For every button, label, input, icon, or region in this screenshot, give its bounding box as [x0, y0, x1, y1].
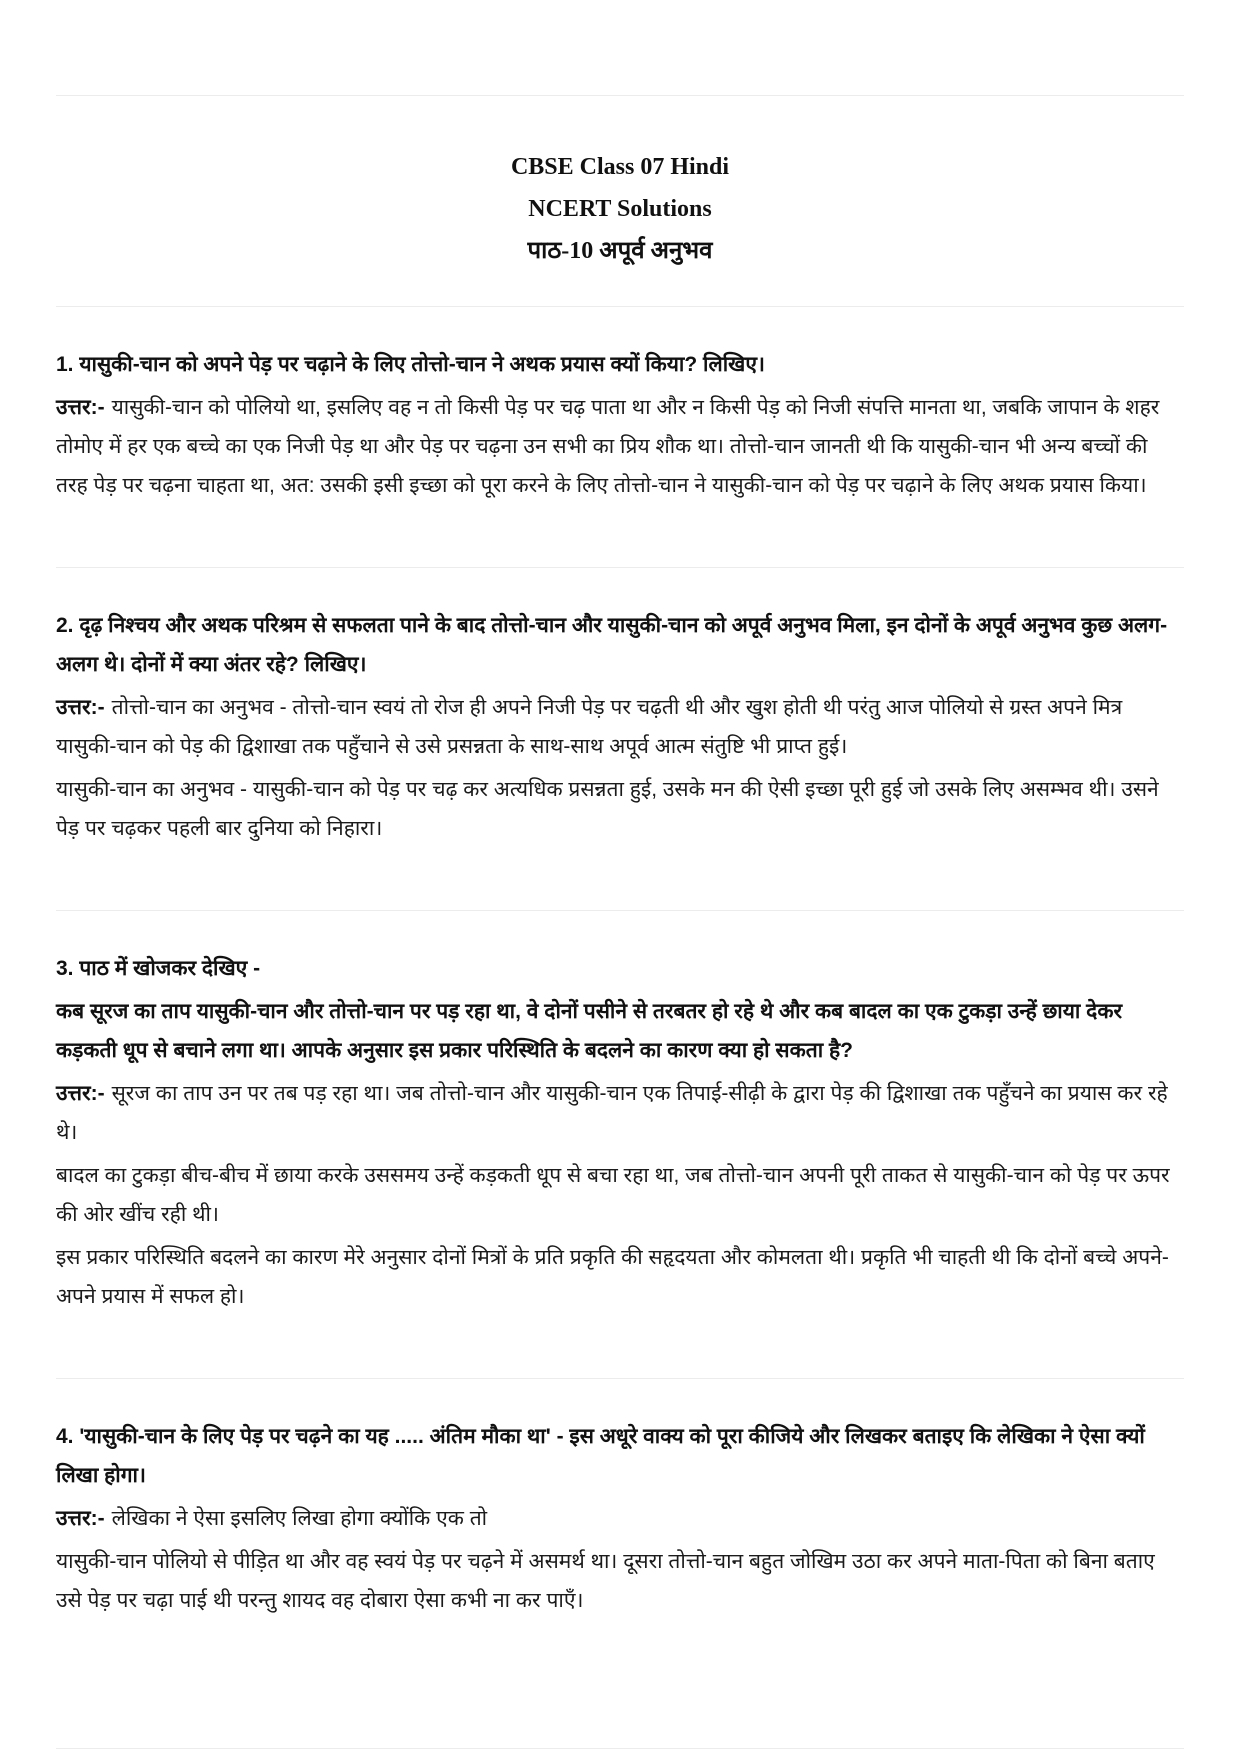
answer-4-para-1 — [56, 1499, 1184, 1538]
header-solutions-line: NCERT Solutions — [528, 196, 712, 222]
qa-section-1 — [56, 307, 1184, 567]
header-chapter-line: पाठ-10 अपूर्व अनुभव — [527, 238, 713, 264]
answer-2-label: उत्तर:- — [56, 696, 105, 719]
question-1-text: 1. यासुकी-चान को अपने पेड़ पर चढ़ाने के लिए तोत्तो-चान ने अथक प्रयास क्यों किया? लिखिए। — [56, 353, 765, 376]
qa-section-2 — [56, 568, 1184, 910]
qa-section-4 — [56, 1379, 1184, 1682]
answer-2-text-1: तोत्तो-चान का अनुभव - तोत्तो-चान स्वयं तो रोज ही अपने निजी पेड़ पर चढ़ती थी और खुश होती थी परंतु आज पोलियो से ग्रस्त अपने मित्र यासुकी-चान को पेड़ की द्विशाखा तक पहुँचाने से उसे प्रसन्नता के साथ-साथ अपूर्व आत्म संतुष्टि भी प्राप्त हुई। — [56, 696, 1123, 758]
answer-3-para-2: बादल का टुकड़ा बीच-बीच में छाया करके उससमय उन्हें कड़कती धूप से बचा रहा था, जब तोत्तो-चान अपनी पूरी ताकत से यासुकी-चान को पेड़ पर ऊपर की ओर खींच रही थी। — [56, 1164, 1170, 1226]
answer-4-label: उत्तर:- — [56, 1507, 105, 1530]
answer-1-para-1 — [56, 388, 1184, 505]
answer-4-para-2: यासुकी-चान पोलियो से पीड़ित था और वह स्वयं पेड़ पर चढ़ने में असमर्थ था। दूसरा तोत्तो-चान बहुत जोखिम उठा कर अपने माता-पिता को बिना बताए उसे पेड़ पर चढ़ा पाई थी परन्तु शायद वह दोबारा ऐसा कभी ना कर पाएँ। — [56, 1550, 1155, 1612]
answer-2-para-1 — [56, 688, 1184, 766]
header-course-line: CBSE Class 07 Hindi — [510, 154, 730, 180]
answer-3-para-3: इस प्रकार परिस्थिति बदलने का कारण मेरे अनुसार दोनों मित्रों के प्रति प्रकृति की सहृदयता और कोमलता थी। प्रकृति भी चाहती थी कि दोनों बच्चे अपने-अपने प्रयास में सफल हो। — [56, 1246, 1169, 1308]
answer-3-label: उत्तर:- — [56, 1082, 105, 1105]
document-header — [56, 96, 1184, 306]
answer-4-text-1: लेखिका ने ऐसा इसलिए लिखा होगा क्योंकि एक तो — [111, 1507, 488, 1530]
question-4-text: 4. 'यासुकी-चान के लिए पेड़ पर चढ़ने का यह ..... अंतिम मौका था' - इस अधूरे वाक्य को पूरा कीजिये और लिखकर बताइए कि लेखिका ने ऐसा क्यों लिखा होगा। — [56, 1425, 1145, 1487]
answer-3-text-1: सूरज का ताप उन पर तब पड़ रहा था। जब तोत्तो-चान और यासुकी-चान एक तिपाई-सीढ़ी के द्वारा पेड़ की द्विशाखा तक पहुँचने का प्रयास कर रहे थे। — [56, 1082, 1168, 1144]
answer-1-text: यासुकी-चान को पोलियो था, इसलिए वह न तो किसी पेड़ पर चढ़ पाता था और न किसी पेड़ को निजी संपत्ति मानता था, जबकि जापान के शहर तोमोए में हर एक बच्चे का एक निजी पेड़ था और पेड़ पर चढ़ना उन सभी का प्रिय शौक था। तोत्तो-चान जानती थी कि यासुकी-चान भी अन्य बच्चों की तरह पेड़ पर चढ़ना चाहता था, अत: उसकी इसी इच्छा को पूरा करने के लिए तोत्तो-चान ने यासुकी-चान को पेड़ पर चढ़ाने के लिए अथक प्रयास किया। — [56, 396, 1160, 497]
question-3-text: कब सूरज का ताप यासुकी-चान और तोत्तो-चान पर पड़ रहा था, वे दोनों पसीने से तरबतर हो रहे थे और कब बादल का एक टुकड़ा उन्हें छाया देकर कड़कती धूप से बचाने लगा था। आपके अनुसार इस प्रकार परिस्थिति के बदलने का कारण क्या हो सकता है? — [56, 1000, 1123, 1062]
bottom-margin — [56, 1682, 1184, 1748]
top-margin — [56, 0, 1184, 95]
question-3-intro: 3. पाठ में खोजकर देखिए - — [56, 957, 261, 980]
answer-2-para-2: यासुकी-चान का अनुभव - यासुकी-चान को पेड़ पर चढ़ कर अत्यधिक प्रसन्नता हुई, उसके मन की ऐसी इच्छा पूरी हुई जो उसके लिए असम्भव थी। उसने पेड़ पर चढ़कर पहली बार दुनिया को निहारा। — [56, 778, 1159, 840]
divider-bottom — [56, 1748, 1184, 1749]
qa-section-3 — [56, 911, 1184, 1378]
question-2-text: 2. दृढ़ निश्चय और अथक परिश्रम से सफलता पाने के बाद तोत्तो-चान और यासुकी-चान को अपूर्व अनुभव मिला, इन दोनों के अपूर्व अनुभव कुछ अलग-अलग थे। दोनों में क्या अंतर रहे? लिखिए। — [56, 614, 1168, 676]
answer-1-label: उत्तर:- — [56, 396, 105, 419]
answer-3-para-1 — [56, 1074, 1184, 1152]
